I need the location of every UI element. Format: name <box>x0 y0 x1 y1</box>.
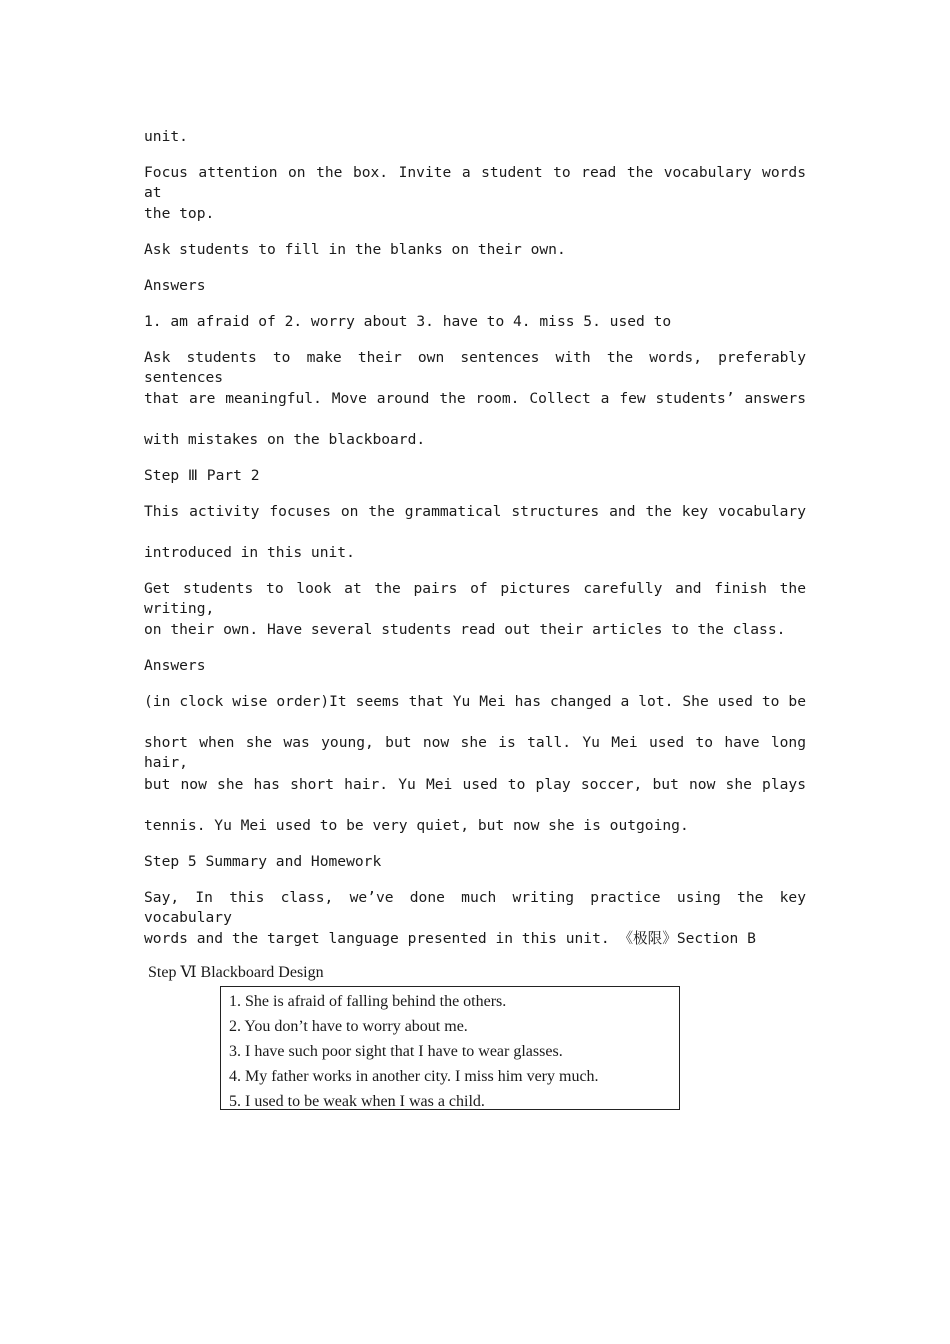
section-heading: Answers <box>144 657 206 674</box>
text-line: on their own. Have several students read out their articles to the class. <box>144 621 786 638</box>
section-heading: Step Ⅲ Part 2 <box>144 467 260 484</box>
section-heading: Step 5 Summary and Homework <box>144 853 382 870</box>
text-line: that are meaningful. Move around the room. Collect a few students’ answers <box>144 390 806 407</box>
text-line: This activity focuses on the grammatical structures and the key vocabulary <box>144 503 806 520</box>
text-line: tennis. Yu Mei used to be very quiet, but now she is outgoing. <box>144 817 689 834</box>
blackboard-item: 3. I have such poor sight that I have to wear glasses. <box>229 1043 563 1060</box>
text-line: short when she was young, but now she is tall. Yu Mei used to have long hair, <box>144 734 806 771</box>
text-line: words and the target language presented in this unit. 《极限》Section B <box>144 930 756 947</box>
blackboard-item: 5. I used to be weak when I was a child. <box>229 1093 485 1110</box>
text-line: Ask students to make their own sentences with the words, preferably sentences <box>144 349 806 386</box>
text-line: Ask students to fill in the blanks on their own. <box>144 241 566 258</box>
text-line: Say, In this class, we’ve done much writing practice using the key vocabulary <box>144 889 806 926</box>
text-line: Get students to look at the pairs of pictures carefully and finish the writing, <box>144 580 806 617</box>
blackboard-title: Step Ⅵ Blackboard Design <box>148 964 324 981</box>
text-line: the top. <box>144 205 215 222</box>
blackboard-item: 4. My father works in another city. I miss him very much. <box>229 1068 599 1085</box>
text-line: with mistakes on the blackboard. <box>144 431 426 448</box>
text-line: introduced in this unit. <box>144 544 355 561</box>
blackboard-item: 1. She is afraid of falling behind the others. <box>229 993 507 1010</box>
text-line: unit. <box>144 128 188 145</box>
section-heading: Answers <box>144 277 206 294</box>
answer-list: 1. am afraid of 2. worry about 3. have to 4. miss 5. used to <box>144 313 672 330</box>
text-line: (in clock wise order)It seems that Yu Mei has changed a lot. She used to be <box>144 693 806 710</box>
text-line: Focus attention on the box. Invite a student to read the vocabulary words at <box>144 164 806 201</box>
text-line: but now she has short hair. Yu Mei used to play soccer, but now she plays <box>144 776 806 793</box>
blackboard-item: 2. You don’t have to worry about me. <box>229 1018 468 1035</box>
blackboard-box <box>220 986 680 1110</box>
